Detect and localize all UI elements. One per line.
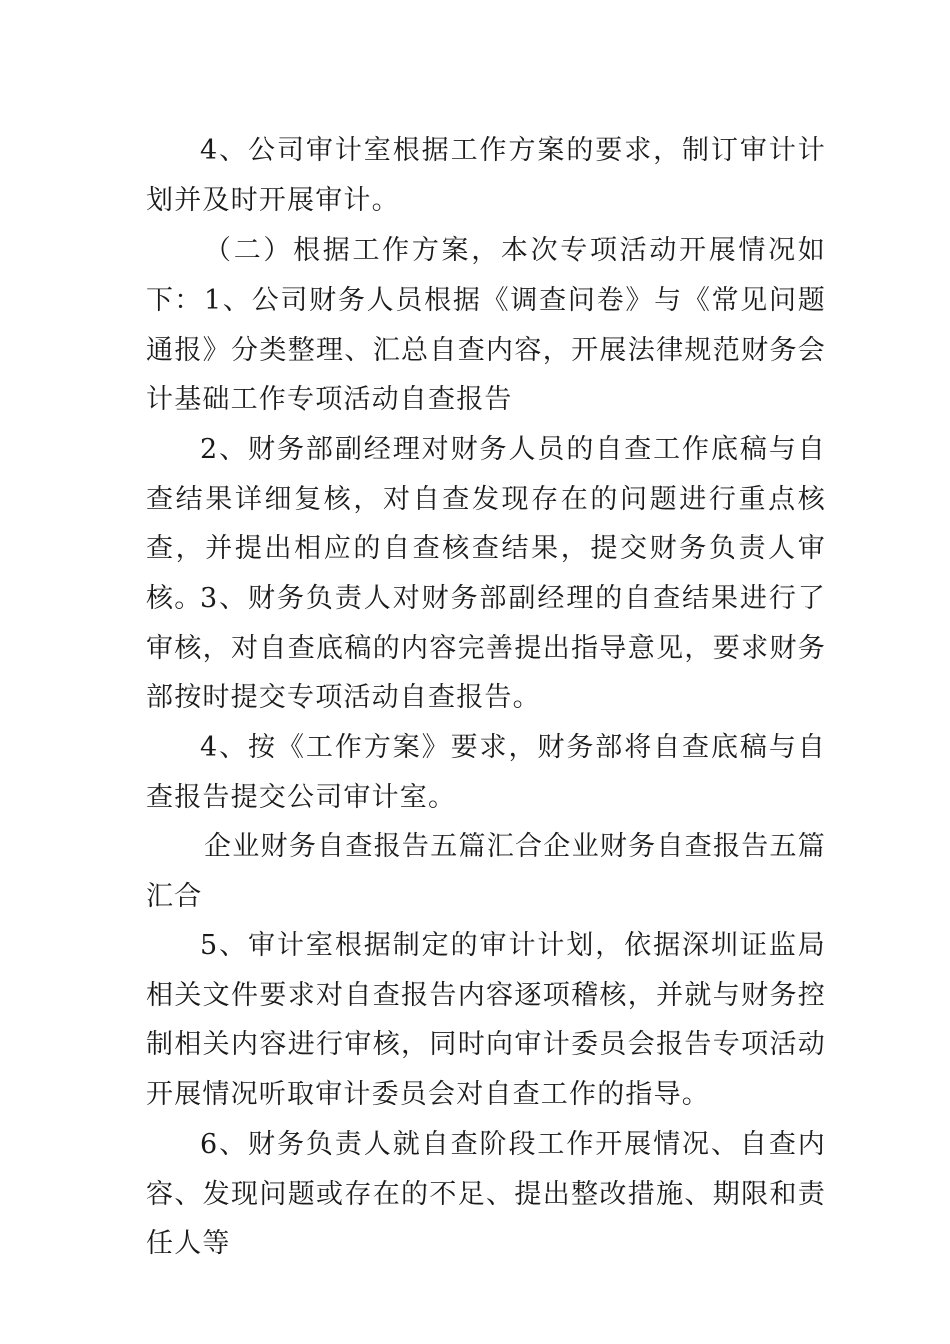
paragraph-item-3: 3、财务负责人对财务部副经理的自查结果进行了审核，对自查底稿的内容完善提出指导意见，要求财务部按时提交专项活动自查报告。 [146,583,826,714]
paragraph-section-heading: （二）根据工作方案，本次专项活动开展情况如下： [146,235,826,316]
paragraph-item-2: 2、财务部副经理对财务人员的自查工作底稿与自查结果详细复核，对自查发现存在的问题进行重点核查，并提出相应的自查核查结果，提交财务负责人审核。 [146,434,826,614]
paragraph-item-1: 1、公司财务人员根据《调查问卷》与《常见问题通报》分类整理、汇总自查内容，开展法律规范财务会计基础工作专项活动自查报告 [146,285,826,416]
paragraph-title-repeat: 企业财务自查报告五篇汇合企业财务自查报告五篇汇合 [146,831,826,912]
paragraph-item-4: 4、按《工作方案》要求，财务部将自查底稿与自查报告提交公司审计室。 [146,732,826,813]
paragraph-audit-plan: 4、公司审计室根据工作方案的要求，制订审计计划并及时开展审计。 [146,135,826,216]
paragraph-item-6: 6、财务负责人就自查阶段工作开展情况、自查内容、发现问题或存在的不足、提出整改措施、期限和责任人等 [146,1129,826,1260]
paragraph-item-5: 5、审计室根据制定的审计计划，依据深圳证监局相关文件要求对自查报告内容逐项稽核，并就与财务控制相关内容进行审核，同时向审计委员会报告专项活动开展情况听取审计委员会对自查工作的指导。 [146,930,826,1110]
